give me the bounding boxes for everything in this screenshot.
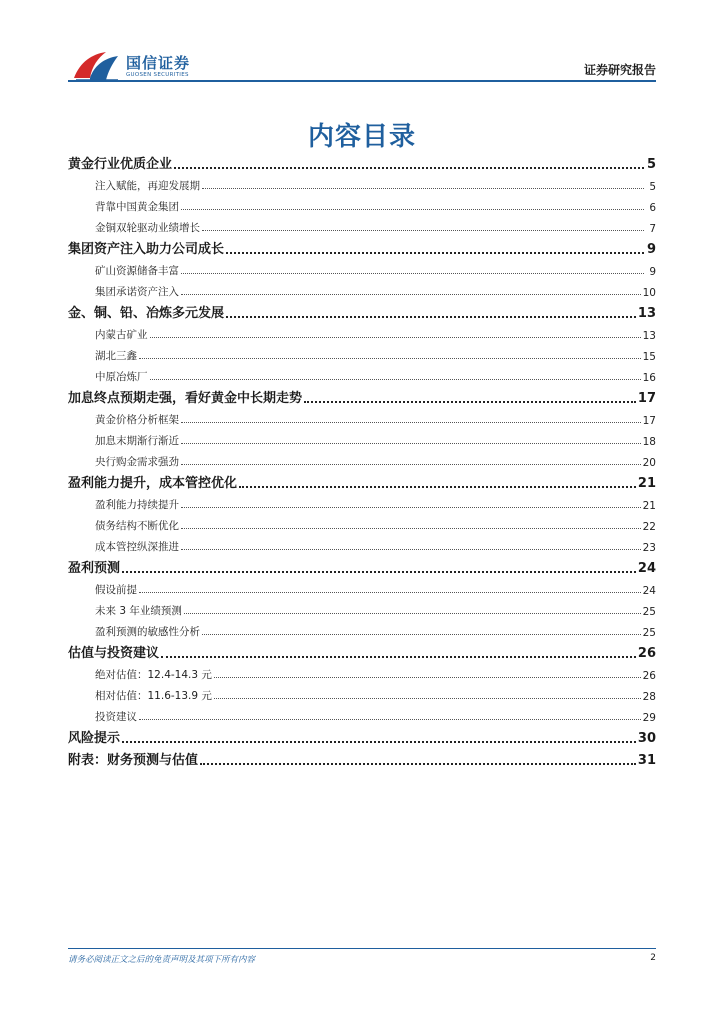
toc-section-page: 31: [637, 753, 656, 768]
toc-section-title: 盈利预测: [68, 561, 121, 576]
toc-subsection-page: 26: [642, 670, 656, 682]
toc-section-page: 9: [646, 242, 656, 257]
toc-subsection-page: 29: [642, 712, 656, 724]
toc-subsection-title: 背靠中国黄金集团: [95, 201, 179, 213]
toc-subsection-page: 7: [649, 223, 656, 235]
toc-subsection-title: 盈利预测的敏感性分析: [95, 626, 200, 638]
toc-section-page: 21: [637, 476, 656, 491]
toc-subsection[interactable]: [68, 599, 656, 620]
toc-subsection-title: 相对估值：11.6-13.9 元: [95, 690, 212, 702]
toc-subsection[interactable]: [68, 259, 656, 280]
toc-subsection-page: 25: [642, 606, 656, 618]
report-type-label: 证券研究报告: [583, 63, 656, 77]
footer-divider: [68, 948, 656, 949]
page-number: 2: [650, 953, 656, 963]
toc-leader-dots: [181, 272, 644, 274]
toc-section-title: 附表：财务预测与估值: [68, 753, 199, 768]
toc-section-page: 13: [637, 306, 656, 321]
toc-subsection-title: 成本管控纵深推进: [95, 541, 179, 553]
toc-section-page: 26: [637, 646, 656, 661]
toc-leader-dots: [202, 229, 644, 231]
header-divider: [68, 80, 656, 82]
toc-subsection-page: 21: [642, 500, 656, 512]
toc-subsection[interactable]: [68, 514, 656, 535]
toc-subsection-page: 25: [642, 627, 656, 639]
toc-subsection-page: 9: [649, 266, 656, 278]
toc-subsection-title: 假设前提: [95, 584, 137, 596]
toc-leader-dots: [181, 506, 641, 508]
toc-leader-dots: [181, 421, 641, 423]
toc-subsection[interactable]: [68, 663, 656, 684]
toc-leader-dots: [139, 718, 641, 720]
toc-leader-dots: [122, 740, 636, 743]
toc-section-title: 风险提示: [68, 731, 121, 746]
toc-section-title: 金、铜、铅、冶炼多元发展: [68, 306, 225, 321]
toc-subsection-page: 5: [649, 181, 656, 193]
toc-subsection-page: 28: [642, 691, 656, 703]
toc-leader-dots: [122, 570, 636, 573]
toc-leader-dots: [214, 697, 641, 699]
disclaimer-note: 请务必阅读正文之后的免责声明及其项下所有内容: [68, 955, 256, 965]
toc-subsection-title: 加息末期渐行渐近: [95, 435, 179, 447]
toc-section[interactable]: [68, 641, 656, 663]
toc-subsection[interactable]: [68, 578, 656, 599]
toc-leader-dots: [174, 166, 644, 169]
toc-subsection-title: 盈利能力持续提升: [95, 499, 179, 511]
toc-leader-dots: [226, 251, 644, 254]
toc-subsection-title: 矿山资源储备丰富: [95, 265, 179, 277]
toc-subsection[interactable]: [68, 493, 656, 514]
toc-leader-dots: [139, 357, 641, 359]
toc-section-page: 17: [637, 391, 656, 406]
guosen-logo-icon: [72, 48, 122, 82]
toc-subsection-page: 16: [642, 372, 656, 384]
toc-leader-dots: [181, 463, 641, 465]
toc-section[interactable]: [68, 237, 656, 259]
toc-leader-dots: [150, 378, 641, 380]
toc-leader-dots: [161, 655, 636, 658]
toc-subsection[interactable]: [68, 408, 656, 429]
guosen-logo: [72, 48, 212, 84]
toc-subsection-title: 未来 3 年业绩预测: [95, 605, 182, 617]
toc-leader-dots: [202, 633, 641, 635]
page-header: [0, 0, 724, 90]
toc-subsection[interactable]: [68, 344, 656, 365]
toc-section-page: 24: [637, 561, 656, 576]
toc-subsection[interactable]: [68, 705, 656, 726]
toc-subsection-title: 中原冶炼厂: [95, 371, 148, 383]
toc-subsection-title: 债务结构不断优化: [95, 520, 179, 532]
toc-leader-dots: [226, 315, 636, 318]
toc-section-title: 加息终点预期走强，看好黄金中长期走势: [68, 391, 303, 406]
toc-section-title: 集团资产注入助力公司成长: [68, 242, 225, 257]
toc-leader-dots: [181, 293, 641, 295]
toc-leader-dots: [181, 442, 641, 444]
toc-subsection-title: 内蒙古矿业: [95, 329, 148, 341]
toc-section-page: 5: [646, 157, 656, 172]
toc-leader-dots: [304, 400, 636, 403]
toc-leader-dots: [181, 527, 641, 529]
toc-subsection[interactable]: [68, 684, 656, 705]
toc-leader-dots: [181, 208, 644, 210]
toc-section[interactable]: [68, 386, 656, 408]
toc-subsection-title: 集团承诺资产注入: [95, 286, 179, 298]
toc-subsection[interactable]: [68, 365, 656, 386]
toc-subsection-title: 央行购金需求强劲: [95, 456, 179, 468]
toc-section-title: 盈利能力提升，成本管控优化: [68, 476, 238, 491]
toc-subsection-page: 13: [642, 330, 656, 342]
logo-text-en: GUOSEN SECURITIES: [126, 72, 189, 78]
table-of-contents: [68, 152, 656, 770]
toc-section-page: 30: [637, 731, 656, 746]
toc-subsection[interactable]: [68, 216, 656, 237]
toc-leader-dots: [150, 336, 641, 338]
toc-leader-dots: [200, 762, 636, 765]
toc-section-title: 黄金行业优质企业: [68, 157, 173, 172]
toc-subsection-title: 金铜双轮驱动业绩增长: [95, 222, 200, 234]
toc-leader-dots: [184, 612, 641, 614]
logo-text-cn: 国信证券: [126, 54, 191, 72]
toc-subsection-page: 18: [642, 436, 656, 448]
toc-title: 内容目录: [307, 122, 416, 152]
toc-subsection-page: 24: [642, 585, 656, 597]
toc-section[interactable]: [68, 152, 656, 174]
toc-leader-dots: [139, 591, 641, 593]
toc-leader-dots: [181, 548, 641, 550]
toc-subsection-title: 绝对估值：12.4-14.3 元: [95, 669, 212, 681]
toc-section[interactable]: [68, 471, 656, 493]
toc-subsection-title: 黄金价格分析框架: [95, 414, 179, 426]
toc-section-title: 估值与投资建议: [68, 646, 160, 661]
toc-subsection[interactable]: [68, 195, 656, 216]
toc-subsection[interactable]: [68, 620, 656, 641]
toc-subsection[interactable]: [68, 450, 656, 471]
toc-subsection-page: 10: [642, 287, 656, 299]
toc-subsection[interactable]: [68, 280, 656, 301]
toc-subsection-title: 湖北三鑫: [95, 350, 137, 362]
toc-subsection[interactable]: [68, 429, 656, 450]
toc-leader-dots: [239, 485, 636, 488]
toc-leader-dots: [202, 187, 644, 189]
toc-subsection-title: 注入赋能，再迎发展期: [95, 180, 200, 192]
toc-subsection-page: 23: [642, 542, 656, 554]
toc-subsection[interactable]: [68, 535, 656, 556]
toc-subsection-title: 投资建议: [95, 711, 137, 723]
toc-subsection-page: 17: [642, 415, 656, 427]
toc-section[interactable]: [68, 726, 656, 748]
toc-subsection-page: 6: [649, 202, 656, 214]
toc-subsection-page: 22: [642, 521, 656, 533]
toc-leader-dots: [214, 676, 641, 678]
toc-subsection-page: 15: [642, 351, 656, 363]
toc-section[interactable]: [68, 748, 656, 770]
toc-section[interactable]: [68, 556, 656, 578]
toc-subsection[interactable]: [68, 174, 656, 195]
toc-section[interactable]: [68, 301, 656, 323]
toc-subsection[interactable]: [68, 323, 656, 344]
toc-subsection-page: 20: [642, 457, 656, 469]
